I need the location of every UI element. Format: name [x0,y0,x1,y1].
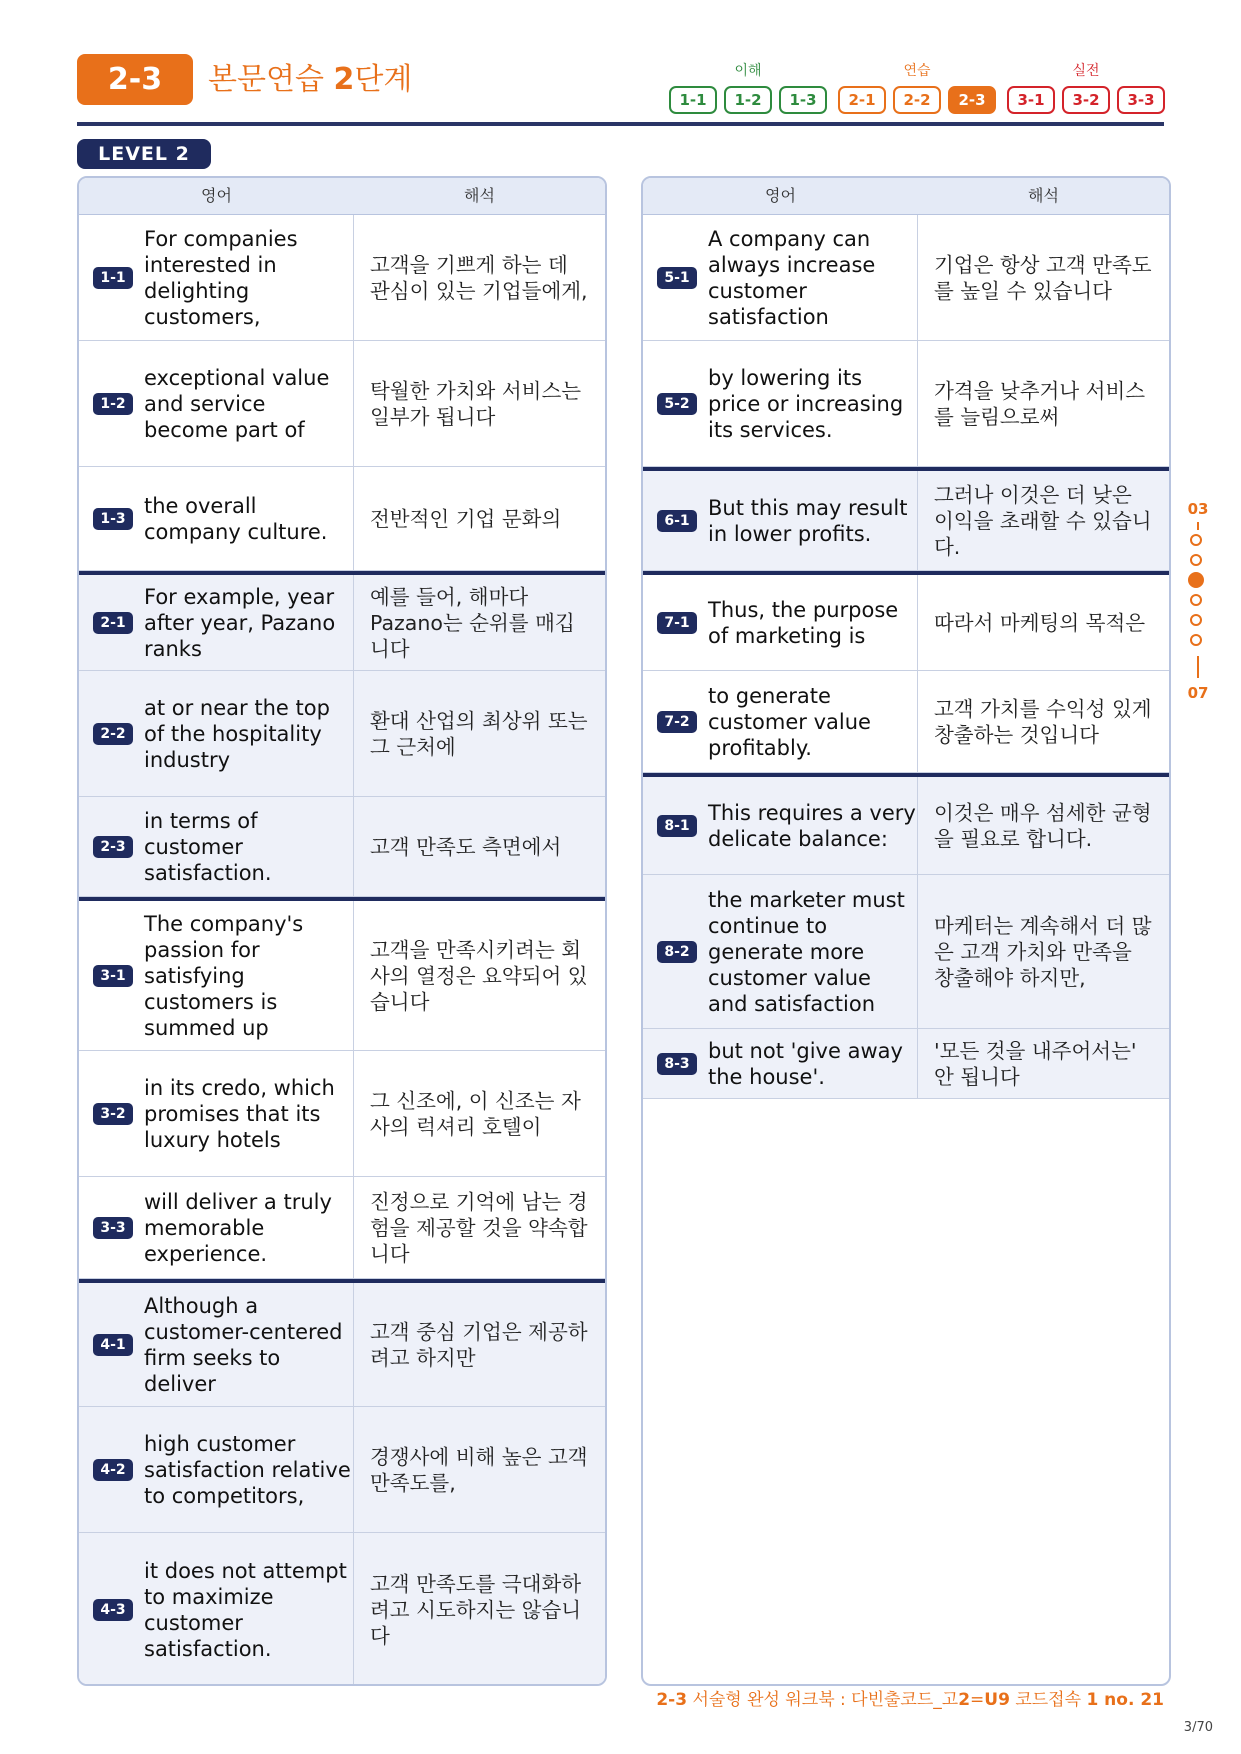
sentence-number-badge: 4-3 [93,1599,133,1621]
english-cell [79,1283,354,1406]
step-1-3-button[interactable]: 1-3 [779,86,827,114]
table-row [79,1177,605,1279]
table-row [79,897,605,1051]
sentence-number-badge: 7-1 [657,612,697,634]
table-row [643,571,1169,671]
step-2-3-button[interactable]: 2-3 [948,86,996,114]
step-group-label: 실전 [1072,63,1100,79]
korean-cell [354,1051,605,1176]
step-2-1-button[interactable]: 2-1 [838,86,886,114]
sentence-number-badge: 5-1 [657,267,697,289]
english-text: at or near the top of the hospitality industry [144,695,330,772]
step-group-label: 연습 [903,63,931,79]
english-cell [79,1051,354,1176]
english-text: in terms of customer satisfaction. [144,808,272,885]
korean-cell [354,341,605,466]
sentence-number-badge: 4-2 [93,1459,133,1481]
english-cell [79,467,354,570]
english-cell [79,1407,354,1532]
english-cell [79,671,354,796]
english-text: Thus, the purpose of marketing is [708,597,899,648]
sentence-number-badge: 2-3 [93,836,133,858]
chapter-dot[interactable] [1190,614,1202,626]
step-3-2-button[interactable]: 3-2 [1062,86,1110,114]
english-text: it does not attempt to maximize customer satisfaction. [144,1558,347,1661]
korean-cell [918,471,1169,570]
sentence-number-badge: 4-1 [93,1334,133,1356]
table-header [79,178,605,215]
chapter-dot[interactable] [1190,554,1202,566]
step-group-label: 이해 [734,63,762,79]
korean-cell [918,875,1169,1028]
korean-text: 환대 산업의 최상위 또는 그 근처에 [370,708,588,759]
page-number: 3/70 [1183,1720,1213,1735]
sentence-number-badge: 3-2 [93,1103,133,1125]
header-rule [77,122,1164,126]
table-header [643,178,1169,215]
table-row [79,215,605,341]
korean-text: 고객 만족도 측면에서 [370,834,562,859]
english-text: For example, year after year, Pazano ranks [144,584,336,661]
english-text: by lowering its price or increasing its services. [708,365,904,442]
sentence-number-badge: 3-1 [93,965,133,987]
english-text: high customer satisfaction relative to competitors, [144,1431,351,1508]
english-text: but not 'give away the house'. [708,1038,903,1089]
step-3-1-button[interactable]: 3-1 [1007,86,1055,114]
sentence-number-badge: 2-1 [93,612,133,634]
english-text: the overall company culture. [144,493,328,544]
sentence-number-badge: 8-2 [657,941,697,963]
english-cell [643,575,918,670]
chapter-dot[interactable] [1190,534,1202,546]
english-cell [79,797,354,896]
level-badge: LEVEL 2 [77,139,211,169]
column-korean: 해석 [1028,186,1059,205]
step-1-1-button[interactable]: 1-1 [669,86,717,114]
korean-cell [354,1177,605,1278]
sentence-number-badge: 3-3 [93,1217,133,1239]
korean-cell [354,1533,605,1686]
korean-text: 고객 만족도를 극대화하려고 시도하지는 않습니다 [370,1571,582,1648]
english-text: This requires a very delicate balance: [708,800,916,851]
translation-table-right [641,176,1171,1686]
korean-cell [354,215,605,340]
page-title: 본문연습 2단계 [208,62,413,97]
english-text: A company can always increase customer satisfaction [708,226,876,329]
korean-text: 탁월한 가치와 서비스는 일부가 됩니다 [370,378,582,429]
korean-text: 고객 가치를 수익성 있게 창출하는 것입니다 [934,696,1152,747]
korean-cell [918,341,1169,466]
table-row [643,671,1169,773]
sentence-number-badge: 7-2 [657,711,697,733]
sentence-number-badge: 8-1 [657,815,697,837]
chapter-dot-active[interactable] [1188,572,1204,588]
korean-cell [354,797,605,896]
english-text: in its credo, which promises that its luxury hotels [144,1075,335,1152]
column-english: 영어 [765,186,796,205]
table-row [79,341,605,467]
korean-cell [354,1407,605,1532]
english-text: to generate customer value profitably. [708,683,871,760]
table-row [643,467,1169,571]
korean-cell [354,671,605,796]
english-cell [79,1533,354,1686]
column-korean: 해석 [464,186,495,205]
sentence-number-badge: 1-2 [93,393,133,415]
sentence-number-badge: 6-1 [657,510,697,532]
step-2-2-button[interactable]: 2-2 [893,86,941,114]
korean-text: 고객 중심 기업은 제공하려고 하지만 [370,1319,588,1370]
nav-line [1197,522,1199,530]
korean-cell [918,575,1169,670]
english-text: the marketer must continue to generate more customer value and satisfaction [708,887,905,1016]
korean-cell [918,671,1169,772]
korean-text: 마케터는 계속해서 더 많은 고객 가치와 만족을 창출해야 하지만, [934,913,1152,990]
table-row [79,797,605,897]
english-text: But this may result in lower profits. [708,495,908,546]
table-row [643,773,1169,875]
korean-text: 전반적인 기업 문화의 [370,506,562,531]
korean-text: 경쟁사에 비해 높은 고객 만족도를, [370,1444,588,1495]
table-row [79,1051,605,1177]
step-1-2-button[interactable]: 1-2 [724,86,772,114]
korean-text: 고객을 기쁘게 하는 데 관심이 있는 기업들에게, [370,252,588,303]
table-row [643,341,1169,467]
sentence-number-badge: 2-2 [93,723,133,745]
translation-table-left [77,176,607,1686]
korean-text: '모든 것을 내주어서는' 안 됩니다 [934,1038,1137,1089]
sentence-number-badge: 1-1 [93,267,133,289]
korean-text: 그러나 이것은 더 낮은 이익을 초래할 수 있습니다. [934,482,1152,559]
korean-text: 예를 들어, 해마다 Pazano는 순위를 매깁니다 [370,584,575,661]
korean-cell [354,467,605,570]
korean-cell [918,215,1169,340]
chapter-dot[interactable] [1190,634,1202,646]
english-cell [79,215,354,340]
english-cell [79,341,354,466]
korean-text: 기업은 항상 고객 만족도를 높일 수 있습니다 [934,252,1152,303]
sentence-number-badge: 8-3 [657,1053,697,1075]
english-cell [643,875,918,1028]
chapter-end: 07 [1187,684,1209,702]
column-english: 영어 [201,186,232,205]
table-row [643,215,1169,341]
english-cell [643,1029,918,1098]
table-row [79,571,605,671]
korean-cell [354,575,605,670]
section-badge: 2-3 [77,54,193,105]
korean-text: 그 신조에, 이 신조는 자사의 럭셔리 호텔이 [370,1088,581,1139]
english-cell [643,471,918,570]
english-cell [79,575,354,670]
english-cell [79,901,354,1050]
table-row [643,1029,1169,1099]
korean-cell [354,901,605,1050]
english-cell [643,215,918,340]
english-cell [643,341,918,466]
english-text: The company's passion for satisfying customers is summed up [144,911,304,1040]
table-row [79,467,605,571]
footer-title: 2-3 서술형 완성 워크북 : 다빈출코드_고2=U9 코드접속 1 no. 21 [656,1690,1164,1710]
english-text: exceptional value and service become part of [144,365,330,442]
nav-line [1197,656,1199,678]
korean-text: 가격을 낮추거나 서비스를 늘림으로써 [934,378,1146,429]
chapter-dot[interactable] [1190,594,1202,606]
english-cell [643,671,918,772]
english-text: For companies interested in delighting customers, [144,226,298,329]
step-3-3-button[interactable]: 3-3 [1117,86,1165,114]
table-row [643,875,1169,1029]
sentence-number-badge: 1-3 [93,508,133,530]
korean-text: 고객을 만족시키려는 회사의 열정은 요약되어 있습니다 [370,937,588,1014]
english-cell [643,777,918,874]
chapter-start: 03 [1187,500,1209,518]
english-text: will deliver a truly memorable experience. [144,1189,332,1266]
korean-text: 이것은 매우 섬세한 균형을 필요로 합니다. [934,800,1152,851]
sentence-number-badge: 5-2 [657,393,697,415]
korean-cell [354,1283,605,1406]
korean-cell [918,777,1169,874]
korean-cell [918,1029,1169,1098]
english-text: Although a customer-centered firm seeks to deliver [144,1293,343,1396]
table-row [79,1279,605,1407]
korean-text: 따라서 마케팅의 목적은 [934,610,1146,635]
english-cell [79,1177,354,1278]
table-row [79,1533,605,1686]
table-row [79,671,605,797]
korean-text: 진정으로 기억에 남는 경험을 제공할 것을 약속합니다 [370,1189,588,1266]
table-row [79,1407,605,1533]
